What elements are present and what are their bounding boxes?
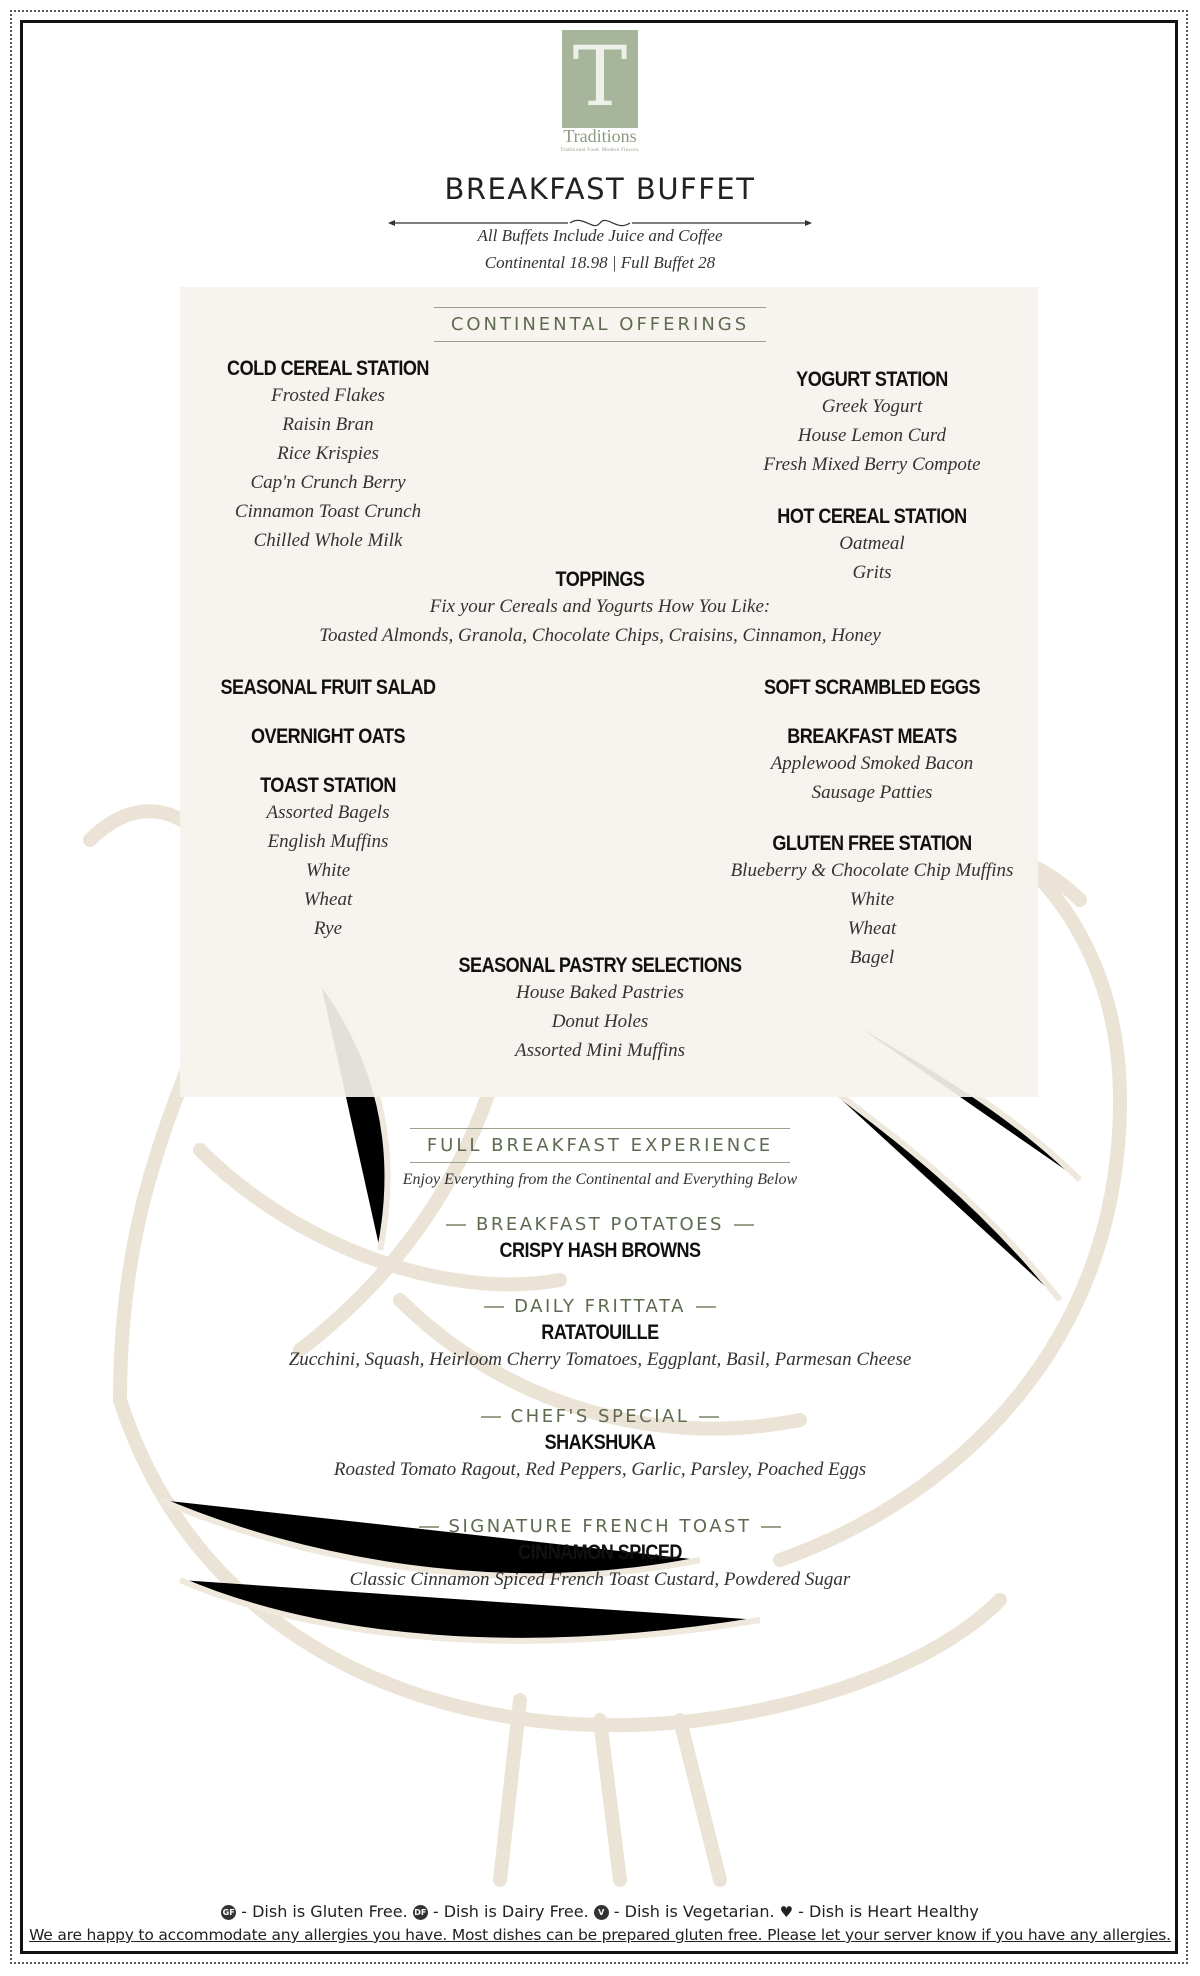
toast-station (178, 774, 478, 943)
list-item: Chilled Whole Milk (253, 530, 403, 551)
list-item: Assorted Mini Muffins (515, 1040, 685, 1061)
list-item: Wheat (847, 918, 897, 939)
list-item: Fresh Mixed Berry Compote (763, 454, 981, 475)
scrambled-eggs-title: SOFT SCRAMBLED EGGS (764, 676, 980, 699)
dash-left (446, 1224, 466, 1226)
pastry-title: SEASONAL PASTRY SELECTIONS (458, 954, 742, 977)
toppings-list: Toasted Almonds, Granola, Chocolate Chips, Craisins, Cinnamon, Honey (319, 625, 881, 646)
dash-right (696, 1306, 716, 1308)
toppings-title: TOPPINGS (555, 568, 645, 591)
potatoes-dish: CRISPY HASH BROWNS (499, 1239, 701, 1262)
special-category: CHEF'S SPECIAL (510, 1406, 690, 1427)
frittata-section (200, 1296, 1000, 1374)
fruit-salad-title: SEASONAL FRUIT SALAD (220, 676, 436, 699)
dash-right (761, 1526, 781, 1528)
heart-icon: ♥ (779, 1903, 794, 1921)
logo-letter: T (572, 30, 628, 125)
subtitle-includes: All Buffets Include Juice and Coffee (477, 226, 723, 245)
list-item: Greek Yogurt (821, 396, 923, 417)
list-item: Applewood Smoked Bacon (770, 753, 974, 774)
dietary-legend (20, 1902, 1180, 1921)
frittata-category: DAILY FRITTATA (514, 1296, 686, 1317)
subtitle-prices: Continental 18.98 | Full Buffet 28 (484, 253, 716, 272)
list-item: Wheat (303, 889, 353, 910)
potatoes-section (200, 1214, 1000, 1263)
gluten-free-icon: GF (221, 1905, 236, 1920)
list-item: English Muffins (267, 831, 389, 852)
list-item: Rice Krispies (277, 443, 379, 464)
list-item: Blueberry & Chocolate Chip Muffins (730, 860, 1014, 881)
frittata-description: Zucchini, Squash, Heirloom Cherry Tomatoes, Eggplant, Basil, Parmesan Cheese (288, 1349, 912, 1370)
dash-left (481, 1416, 501, 1418)
list-item: White (849, 889, 895, 910)
list-item: Oatmeal (839, 533, 905, 554)
list-item: Grits (852, 562, 892, 583)
list-item: Rye (313, 918, 343, 939)
legend-v-text: - Dish is Vegetarian. (608, 1902, 780, 1921)
list-item: White (305, 860, 351, 881)
special-description: Roasted Tomato Ragout, Red Peppers, Garlic, Parsley, Poached Eggs (333, 1459, 867, 1480)
list-item: Bagel (849, 947, 895, 968)
scrambled-eggs (722, 676, 1022, 700)
full-breakfast-heading-box (410, 1128, 790, 1163)
pastry-selections (400, 954, 800, 1065)
legend-df-text: - Dish is Dairy Free. (427, 1902, 594, 1921)
dairy-free-icon: DF (413, 1905, 428, 1920)
breakfast-meats (722, 725, 1022, 807)
french-toast-dish: CINNAMON SPICED (518, 1541, 682, 1564)
continental-heading: CONTINENTAL OFFERINGS (450, 314, 750, 335)
logo-name: Traditions (563, 126, 637, 146)
cold-cereal-title: COLD CEREAL STATION (227, 357, 429, 380)
french-toast-description: Classic Cinnamon Spiced French Toast Custard, Powdered Sugar (349, 1569, 851, 1590)
list-item: House Lemon Curd (797, 425, 947, 446)
toast-station-title: TOAST STATION (260, 774, 396, 797)
list-item: House Baked Pastries (516, 982, 684, 1003)
frittata-dish: RATATOUILLE (541, 1321, 659, 1344)
full-breakfast-heading: FULL BREAKFAST EXPERIENCE (426, 1135, 774, 1156)
vegetarian-icon: V (594, 1905, 609, 1920)
logo-mark (562, 30, 638, 128)
yogurt-station (722, 368, 1022, 479)
list-item: Cap'n Crunch Berry (250, 472, 406, 493)
list-item: Assorted Bagels (266, 802, 390, 823)
toppings-intro: Fix your Cereals and Yogurts How You Like: (429, 596, 771, 617)
dash-left (484, 1306, 504, 1308)
dash-right (734, 1224, 754, 1226)
list-item: Raisin Bran (282, 414, 374, 435)
gluten-free-title: GLUTEN FREE STATION (772, 832, 972, 855)
chefs-special-section (200, 1406, 1000, 1484)
full-breakfast-intro: Enjoy Everything from the Continental and Everything Below (402, 1171, 798, 1188)
french-toast-section (200, 1516, 1000, 1594)
fruit-salad (178, 676, 478, 700)
dash-right (699, 1416, 719, 1418)
dash-left (419, 1526, 439, 1528)
page-title: BREAKFAST BUFFET (444, 172, 756, 206)
toppings-section (250, 568, 950, 650)
legend-heart-text: - Dish is Heart Healthy (793, 1902, 979, 1921)
list-item: Frosted Flakes (271, 385, 385, 406)
overnight-oats-title: OVERNIGHT OATS (251, 725, 405, 748)
list-item: Sausage Patties (811, 782, 933, 803)
special-dish: SHAKSHUKA (544, 1431, 656, 1454)
cold-cereal-station (178, 357, 478, 555)
continental-heading-box (434, 307, 766, 342)
overnight-oats (178, 725, 478, 749)
legend-gf-text: - Dish is Gluten Free. (236, 1902, 413, 1921)
gluten-free-station (692, 832, 1052, 972)
logo-tagline: Traditional Food. Modern Flavors. (560, 148, 640, 153)
traditions-logo (562, 30, 638, 158)
allergy-note: We are happy to accommodate any allergies you have. Most dishes can be prepared gluten free. Please let your server know if you have any allergies. (29, 1926, 1171, 1944)
potatoes-category: BREAKFAST POTATOES (475, 1214, 724, 1235)
yogurt-title: YOGURT STATION (796, 368, 948, 391)
breakfast-meats-title: BREAKFAST MEATS (787, 725, 957, 748)
hot-cereal-title: HOT CEREAL STATION (777, 505, 967, 528)
list-item: Donut Holes (551, 1011, 649, 1032)
list-item: Cinnamon Toast Crunch (234, 501, 422, 522)
french-toast-category: SIGNATURE FRENCH TOAST (448, 1516, 752, 1537)
